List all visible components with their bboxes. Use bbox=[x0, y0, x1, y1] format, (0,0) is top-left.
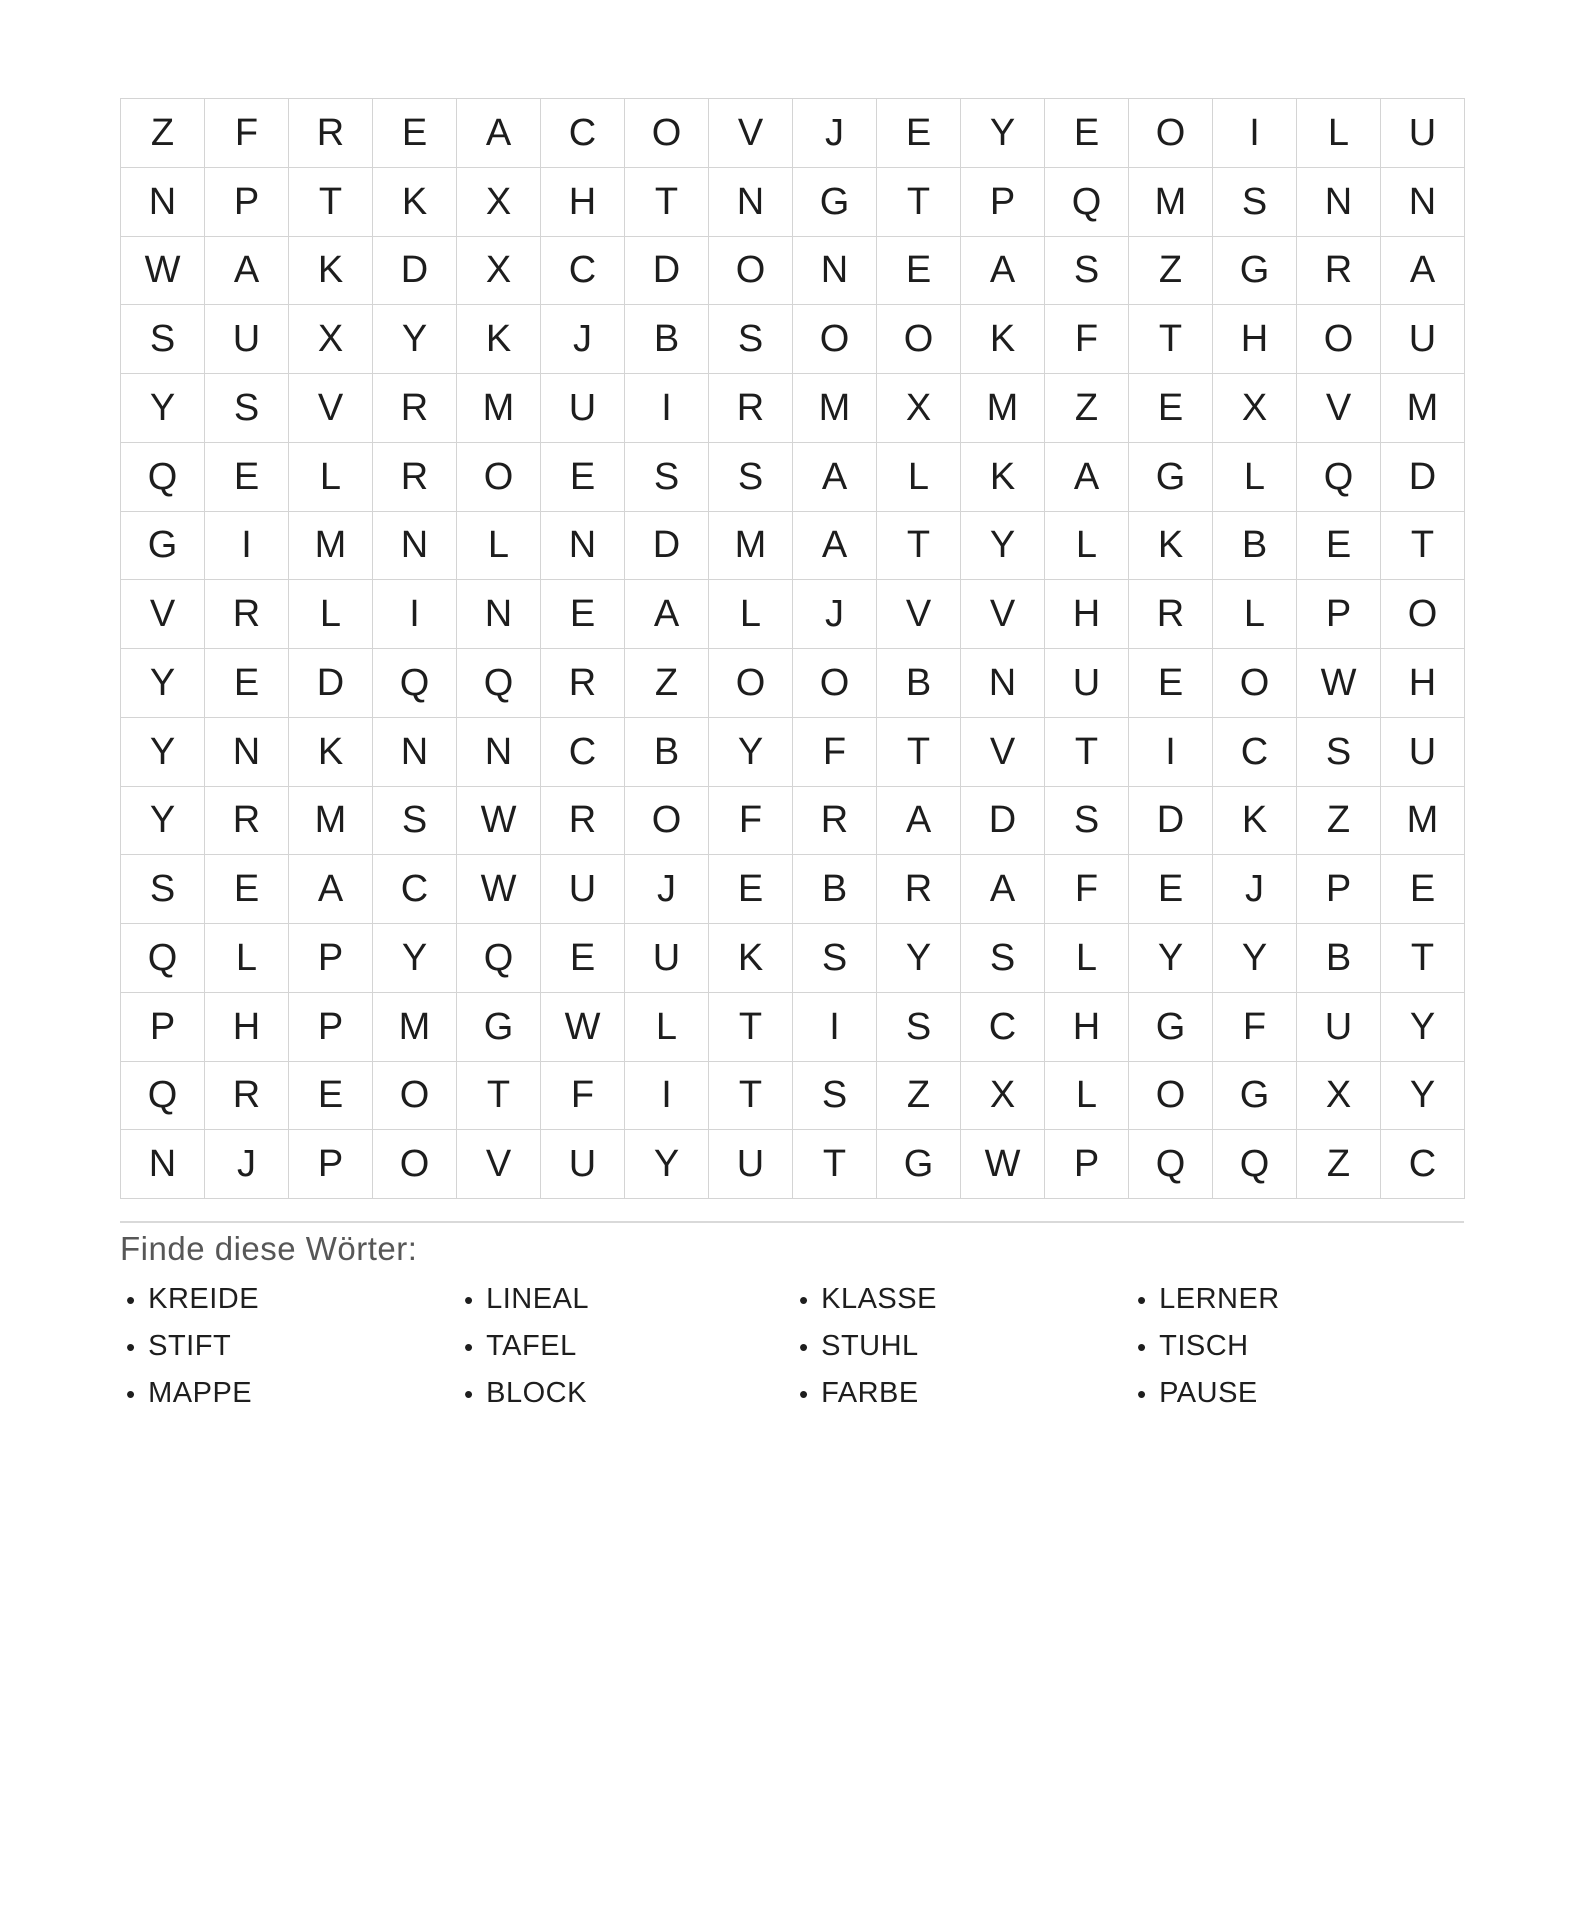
grid-cell[interactable]: O bbox=[1129, 1062, 1213, 1131]
grid-cell[interactable]: P bbox=[961, 168, 1045, 237]
grid-cell[interactable]: L bbox=[709, 580, 793, 649]
grid-cell[interactable]: U bbox=[625, 924, 709, 993]
grid-cell[interactable]: K bbox=[1129, 512, 1213, 581]
bullet-icon: • bbox=[464, 1378, 474, 1409]
grid-cell[interactable]: Y bbox=[877, 924, 961, 993]
grid-cell[interactable]: L bbox=[877, 443, 961, 512]
grid-cell[interactable]: N bbox=[205, 718, 289, 787]
bullet-icon: • bbox=[799, 1284, 809, 1315]
grid-cell[interactable]: R bbox=[289, 99, 373, 168]
grid-cell[interactable]: N bbox=[1297, 168, 1381, 237]
grid-cell[interactable]: O bbox=[1213, 649, 1297, 718]
bullet-icon: • bbox=[464, 1284, 474, 1315]
grid-cell[interactable]: S bbox=[625, 443, 709, 512]
grid-cell[interactable]: A bbox=[877, 787, 961, 856]
word-label: MAPPE bbox=[148, 1377, 253, 1409]
grid-cell[interactable]: A bbox=[793, 512, 877, 581]
word-list-item bbox=[799, 1377, 1137, 1410]
grid-cell[interactable]: A bbox=[1045, 443, 1129, 512]
grid-cell[interactable]: P bbox=[289, 993, 373, 1062]
grid-cell[interactable]: U bbox=[1381, 99, 1465, 168]
grid-cell[interactable]: T bbox=[1381, 512, 1465, 581]
grid-cell[interactable]: W bbox=[961, 1130, 1045, 1199]
grid-cell[interactable]: I bbox=[625, 1062, 709, 1131]
grid-cell[interactable]: H bbox=[541, 168, 625, 237]
divider bbox=[120, 1221, 1464, 1223]
grid-cell[interactable]: L bbox=[457, 512, 541, 581]
grid-cell[interactable]: N bbox=[457, 580, 541, 649]
grid-cell[interactable]: Z bbox=[1297, 787, 1381, 856]
grid-cell[interactable]: F bbox=[1045, 305, 1129, 374]
grid-cell[interactable]: P bbox=[205, 168, 289, 237]
grid-cell[interactable]: Y bbox=[961, 512, 1045, 581]
grid-cell[interactable]: S bbox=[373, 787, 457, 856]
grid-cell[interactable]: L bbox=[1045, 1062, 1129, 1131]
grid-cell[interactable]: G bbox=[1213, 1062, 1297, 1131]
word-label: KREIDE bbox=[148, 1283, 260, 1315]
grid-cell[interactable]: V bbox=[1297, 374, 1381, 443]
grid-cell[interactable]: E bbox=[877, 237, 961, 306]
grid-cell[interactable]: G bbox=[1213, 237, 1297, 306]
grid-cell[interactable]: K bbox=[961, 305, 1045, 374]
grid-cell[interactable]: Y bbox=[961, 99, 1045, 168]
grid-cell[interactable]: P bbox=[289, 924, 373, 993]
grid-cell[interactable]: Q bbox=[121, 443, 205, 512]
grid-cell[interactable]: E bbox=[289, 1062, 373, 1131]
grid-cell[interactable]: O bbox=[1381, 580, 1465, 649]
grid-cell[interactable]: X bbox=[877, 374, 961, 443]
grid-cell[interactable]: N bbox=[961, 649, 1045, 718]
grid-cell[interactable]: R bbox=[877, 855, 961, 924]
word-label: TISCH bbox=[1159, 1330, 1249, 1362]
grid-cell[interactable]: U bbox=[1381, 305, 1465, 374]
grid-cell[interactable]: F bbox=[793, 718, 877, 787]
grid-cell[interactable]: N bbox=[541, 512, 625, 581]
grid-cell[interactable]: S bbox=[1045, 237, 1129, 306]
grid-cell[interactable]: B bbox=[625, 718, 709, 787]
grid-cell[interactable]: Y bbox=[1381, 1062, 1465, 1131]
grid-cell[interactable]: F bbox=[1213, 993, 1297, 1062]
grid-cell[interactable]: P bbox=[121, 993, 205, 1062]
grid-cell[interactable]: Q bbox=[457, 924, 541, 993]
grid-cell[interactable]: T bbox=[625, 168, 709, 237]
grid-cell[interactable]: F bbox=[1045, 855, 1129, 924]
grid-cell[interactable]: W bbox=[457, 855, 541, 924]
grid-cell[interactable]: R bbox=[205, 580, 289, 649]
grid-cell[interactable]: O bbox=[373, 1062, 457, 1131]
grid-cell[interactable]: D bbox=[373, 237, 457, 306]
grid-cell[interactable]: H bbox=[1045, 993, 1129, 1062]
grid-cell[interactable]: P bbox=[1297, 855, 1381, 924]
grid-cell[interactable]: S bbox=[709, 305, 793, 374]
grid-cell[interactable]: M bbox=[373, 993, 457, 1062]
grid-cell[interactable]: J bbox=[205, 1130, 289, 1199]
grid-cell[interactable]: X bbox=[457, 237, 541, 306]
grid-cell[interactable]: Y bbox=[121, 374, 205, 443]
grid-cell[interactable]: E bbox=[1381, 855, 1465, 924]
grid-cell[interactable]: R bbox=[709, 374, 793, 443]
grid-cell[interactable]: J bbox=[1213, 855, 1297, 924]
word-list-item bbox=[799, 1330, 1137, 1363]
word-list-item bbox=[464, 1283, 799, 1316]
grid-cell[interactable]: N bbox=[121, 1130, 205, 1199]
word-label: PAUSE bbox=[1159, 1377, 1258, 1409]
grid-cell[interactable]: I bbox=[1129, 718, 1213, 787]
grid-cell[interactable]: U bbox=[541, 1130, 625, 1199]
grid-cell[interactable]: A bbox=[205, 237, 289, 306]
grid-cell[interactable]: Q bbox=[1045, 168, 1129, 237]
grid-cell[interactable]: B bbox=[877, 649, 961, 718]
grid-cell[interactable]: N bbox=[373, 512, 457, 581]
grid-cell[interactable]: I bbox=[1213, 99, 1297, 168]
grid-cell[interactable]: E bbox=[1129, 374, 1213, 443]
word-list-item bbox=[799, 1283, 1137, 1316]
word-label: KLASSE bbox=[821, 1283, 937, 1315]
bullet-icon: • bbox=[799, 1331, 809, 1362]
word-list-item bbox=[1137, 1377, 1457, 1410]
grid-cell[interactable]: W bbox=[457, 787, 541, 856]
grid-cell[interactable]: E bbox=[205, 855, 289, 924]
grid-cell[interactable]: O bbox=[625, 787, 709, 856]
word-list-item bbox=[1137, 1283, 1457, 1316]
word-list-item bbox=[1137, 1330, 1457, 1363]
grid-cell[interactable]: H bbox=[205, 993, 289, 1062]
grid-cell[interactable]: H bbox=[1381, 649, 1465, 718]
grid-cell[interactable]: S bbox=[1045, 787, 1129, 856]
grid-cell[interactable]: O bbox=[1129, 99, 1213, 168]
grid-cell[interactable]: M bbox=[289, 512, 373, 581]
grid-cell[interactable]: O bbox=[793, 649, 877, 718]
grid-cell[interactable]: N bbox=[457, 718, 541, 787]
grid-cell[interactable]: I bbox=[205, 512, 289, 581]
grid-cell[interactable]: R bbox=[1297, 237, 1381, 306]
grid-cell[interactable]: M bbox=[1381, 374, 1465, 443]
grid-cell[interactable]: N bbox=[709, 168, 793, 237]
grid-cell[interactable]: R bbox=[205, 1062, 289, 1131]
bullet-icon: • bbox=[126, 1284, 136, 1315]
grid-cell[interactable]: O bbox=[373, 1130, 457, 1199]
word-label: LERNER bbox=[1159, 1283, 1280, 1315]
grid-cell[interactable]: P bbox=[289, 1130, 373, 1199]
grid-cell[interactable]: L bbox=[1297, 99, 1381, 168]
grid-cell[interactable]: E bbox=[1297, 512, 1381, 581]
grid-cell[interactable]: Z bbox=[877, 1062, 961, 1131]
grid-cell[interactable]: G bbox=[793, 168, 877, 237]
grid-cell[interactable]: T bbox=[457, 1062, 541, 1131]
grid-cell[interactable]: X bbox=[457, 168, 541, 237]
grid-cell[interactable]: S bbox=[1297, 718, 1381, 787]
grid-cell[interactable]: Y bbox=[1213, 924, 1297, 993]
bullet-icon: • bbox=[1137, 1284, 1147, 1315]
grid-cell[interactable]: B bbox=[625, 305, 709, 374]
grid-cell[interactable]: S bbox=[877, 993, 961, 1062]
grid-cell[interactable]: S bbox=[121, 855, 205, 924]
grid-cell[interactable]: I bbox=[793, 993, 877, 1062]
word-search-grid bbox=[120, 98, 1465, 1199]
grid-cell[interactable]: B bbox=[1297, 924, 1381, 993]
grid-cell[interactable]: C bbox=[541, 99, 625, 168]
bullet-icon: • bbox=[1137, 1331, 1147, 1362]
bullet-icon: • bbox=[1137, 1378, 1147, 1409]
grid-cell[interactable]: K bbox=[961, 443, 1045, 512]
grid-cell[interactable]: S bbox=[1213, 168, 1297, 237]
grid-cell[interactable]: D bbox=[961, 787, 1045, 856]
grid-cell[interactable]: X bbox=[289, 305, 373, 374]
grid-cell[interactable]: T bbox=[877, 168, 961, 237]
grid-cell[interactable]: Y bbox=[121, 649, 205, 718]
grid-cell[interactable]: U bbox=[541, 374, 625, 443]
grid-cell[interactable]: V bbox=[121, 580, 205, 649]
grid-cell[interactable]: N bbox=[1381, 168, 1465, 237]
grid-cell[interactable]: L bbox=[289, 580, 373, 649]
grid-cell[interactable]: E bbox=[541, 443, 625, 512]
grid-cell[interactable]: S bbox=[793, 1062, 877, 1131]
grid-cell[interactable]: C bbox=[961, 993, 1045, 1062]
grid-cell[interactable]: Q bbox=[373, 649, 457, 718]
word-label: STUHL bbox=[821, 1330, 919, 1362]
grid-cell[interactable]: R bbox=[541, 787, 625, 856]
grid-cell[interactable]: H bbox=[1045, 580, 1129, 649]
grid-cell[interactable]: O bbox=[625, 99, 709, 168]
grid-cell[interactable]: W bbox=[121, 237, 205, 306]
grid-cell[interactable]: Q bbox=[1129, 1130, 1213, 1199]
grid-cell[interactable]: E bbox=[1129, 649, 1213, 718]
word-label: STIFT bbox=[148, 1330, 232, 1362]
grid-cell[interactable]: E bbox=[541, 580, 625, 649]
word-list-heading: Finde diese Wörter: bbox=[120, 1230, 418, 1267]
grid-cell[interactable]: V bbox=[961, 718, 1045, 787]
grid-cell[interactable]: N bbox=[373, 718, 457, 787]
grid-cell[interactable]: V bbox=[709, 99, 793, 168]
grid-cell[interactable]: E bbox=[1129, 855, 1213, 924]
grid-cell[interactable]: Y bbox=[709, 718, 793, 787]
grid-cell[interactable]: T bbox=[1129, 305, 1213, 374]
grid-cell[interactable]: Z bbox=[625, 649, 709, 718]
grid-cell[interactable]: L bbox=[1213, 580, 1297, 649]
grid-cell[interactable]: B bbox=[1213, 512, 1297, 581]
grid-cell[interactable]: T bbox=[877, 718, 961, 787]
grid-cell[interactable]: E bbox=[709, 855, 793, 924]
grid-cell[interactable]: Q bbox=[457, 649, 541, 718]
grid-cell[interactable]: Y bbox=[625, 1130, 709, 1199]
grid-cell[interactable]: C bbox=[373, 855, 457, 924]
grid-cell[interactable]: U bbox=[541, 855, 625, 924]
grid-cell[interactable]: M bbox=[1129, 168, 1213, 237]
grid-cell[interactable]: D bbox=[1381, 443, 1465, 512]
grid-cell[interactable]: R bbox=[541, 649, 625, 718]
word-label: BLOCK bbox=[486, 1377, 587, 1409]
grid-cell[interactable]: J bbox=[625, 855, 709, 924]
grid-cell[interactable]: R bbox=[373, 374, 457, 443]
grid-cell[interactable]: O bbox=[709, 237, 793, 306]
grid-cell[interactable]: I bbox=[373, 580, 457, 649]
word-list-item bbox=[464, 1377, 799, 1410]
grid-cell[interactable]: E bbox=[877, 99, 961, 168]
grid-cell[interactable]: Y bbox=[1129, 924, 1213, 993]
grid-cell[interactable]: V bbox=[289, 374, 373, 443]
grid-cell[interactable]: Y bbox=[373, 305, 457, 374]
grid-cell[interactable]: G bbox=[457, 993, 541, 1062]
grid-cell[interactable]: Q bbox=[1297, 443, 1381, 512]
grid-cell[interactable]: U bbox=[709, 1130, 793, 1199]
grid-cell[interactable]: Z bbox=[1045, 374, 1129, 443]
grid-cell[interactable]: Q bbox=[121, 1062, 205, 1131]
grid-cell[interactable]: R bbox=[205, 787, 289, 856]
grid-cell[interactable]: A bbox=[961, 855, 1045, 924]
grid-cell[interactable]: E bbox=[1045, 99, 1129, 168]
grid-cell[interactable]: C bbox=[541, 237, 625, 306]
grid-cell[interactable]: V bbox=[457, 1130, 541, 1199]
grid-cell[interactable]: O bbox=[877, 305, 961, 374]
grid-cell[interactable]: G bbox=[121, 512, 205, 581]
grid-cell[interactable]: O bbox=[457, 443, 541, 512]
grid-cell[interactable]: T bbox=[709, 1062, 793, 1131]
grid-cell[interactable]: A bbox=[289, 855, 373, 924]
word-list-item bbox=[126, 1377, 464, 1410]
grid-cell[interactable]: V bbox=[877, 580, 961, 649]
grid-cell[interactable]: O bbox=[709, 649, 793, 718]
grid-cell[interactable]: Y bbox=[1381, 993, 1465, 1062]
grid-cell[interactable]: H bbox=[1213, 305, 1297, 374]
grid-cell[interactable]: J bbox=[793, 580, 877, 649]
grid-cell[interactable]: L bbox=[205, 924, 289, 993]
grid-cell[interactable]: S bbox=[961, 924, 1045, 993]
grid-cell[interactable]: N bbox=[121, 168, 205, 237]
grid-cell[interactable]: V bbox=[961, 580, 1045, 649]
bullet-icon: • bbox=[464, 1331, 474, 1362]
grid-cell[interactable]: T bbox=[709, 993, 793, 1062]
grid-cell[interactable]: R bbox=[793, 787, 877, 856]
grid-cell[interactable]: L bbox=[1213, 443, 1297, 512]
grid-cell[interactable]: T bbox=[289, 168, 373, 237]
grid-cell[interactable]: L bbox=[1045, 512, 1129, 581]
grid-cell[interactable]: C bbox=[1381, 1130, 1465, 1199]
grid-cell[interactable]: E bbox=[205, 443, 289, 512]
grid-cell[interactable]: S bbox=[709, 443, 793, 512]
bullet-icon: • bbox=[799, 1378, 809, 1409]
grid-cell[interactable]: S bbox=[121, 305, 205, 374]
grid-cell[interactable]: E bbox=[541, 924, 625, 993]
grid-cell[interactable]: F bbox=[205, 99, 289, 168]
grid-cell[interactable]: M bbox=[793, 374, 877, 443]
grid-cell[interactable]: O bbox=[1297, 305, 1381, 374]
word-label: FARBE bbox=[821, 1377, 919, 1409]
grid-cell[interactable]: A bbox=[1381, 237, 1465, 306]
word-list-item bbox=[126, 1283, 464, 1316]
grid-cell[interactable]: F bbox=[541, 1062, 625, 1131]
grid-cell[interactable]: L bbox=[625, 993, 709, 1062]
grid-cell[interactable]: B bbox=[793, 855, 877, 924]
grid-cell[interactable]: P bbox=[1045, 1130, 1129, 1199]
grid-cell[interactable]: T bbox=[877, 512, 961, 581]
grid-cell[interactable]: M bbox=[289, 787, 373, 856]
grid-cell[interactable]: A bbox=[793, 443, 877, 512]
grid-cell[interactable]: R bbox=[373, 443, 457, 512]
grid-cell[interactable]: A bbox=[961, 237, 1045, 306]
grid-cell[interactable]: G bbox=[1129, 993, 1213, 1062]
grid-cell[interactable]: T bbox=[1045, 718, 1129, 787]
grid-cell[interactable]: U bbox=[205, 305, 289, 374]
grid-cell[interactable]: W bbox=[1297, 649, 1381, 718]
grid-cell[interactable]: S bbox=[205, 374, 289, 443]
grid-cell[interactable]: M bbox=[961, 374, 1045, 443]
grid-cell[interactable]: G bbox=[877, 1130, 961, 1199]
grid-cell[interactable]: D bbox=[625, 512, 709, 581]
word-label: LINEAL bbox=[486, 1283, 590, 1315]
grid-cell[interactable]: D bbox=[1129, 787, 1213, 856]
grid-cell[interactable]: K bbox=[289, 718, 373, 787]
grid-cell[interactable]: A bbox=[625, 580, 709, 649]
grid-cell[interactable]: C bbox=[1213, 718, 1297, 787]
grid-cell[interactable]: O bbox=[793, 305, 877, 374]
grid-cell[interactable]: L bbox=[289, 443, 373, 512]
grid-cell[interactable]: A bbox=[457, 99, 541, 168]
grid-cell[interactable]: Z bbox=[121, 99, 205, 168]
grid-cell[interactable]: K bbox=[1213, 787, 1297, 856]
grid-cell[interactable]: P bbox=[1297, 580, 1381, 649]
grid-cell[interactable]: E bbox=[205, 649, 289, 718]
grid-cell[interactable]: Y bbox=[121, 718, 205, 787]
grid-cell[interactable]: J bbox=[793, 99, 877, 168]
grid-cell[interactable]: Q bbox=[121, 924, 205, 993]
grid-cell[interactable]: T bbox=[1381, 924, 1465, 993]
grid-cell[interactable]: N bbox=[793, 237, 877, 306]
grid-cell[interactable]: Y bbox=[121, 787, 205, 856]
grid-cell[interactable]: Y bbox=[373, 924, 457, 993]
grid-cell[interactable]: J bbox=[541, 305, 625, 374]
word-list-item bbox=[464, 1330, 799, 1363]
grid-cell[interactable]: D bbox=[625, 237, 709, 306]
grid-cell[interactable]: S bbox=[793, 924, 877, 993]
grid-cell[interactable]: M bbox=[457, 374, 541, 443]
grid-cell[interactable]: K bbox=[289, 237, 373, 306]
grid-cell[interactable]: X bbox=[961, 1062, 1045, 1131]
grid-cell[interactable]: G bbox=[1129, 443, 1213, 512]
grid-cell[interactable]: K bbox=[373, 168, 457, 237]
grid-cell[interactable]: M bbox=[709, 512, 793, 581]
grid-cell[interactable]: I bbox=[625, 374, 709, 443]
word-list bbox=[126, 1276, 1457, 1417]
bullet-icon: • bbox=[126, 1378, 136, 1409]
grid-cell[interactable]: F bbox=[709, 787, 793, 856]
grid-cell[interactable]: Q bbox=[1213, 1130, 1297, 1199]
grid-cell[interactable]: U bbox=[1297, 993, 1381, 1062]
grid-cell[interactable]: Z bbox=[1129, 237, 1213, 306]
grid-cell[interactable]: E bbox=[373, 99, 457, 168]
grid-cell[interactable]: R bbox=[1129, 580, 1213, 649]
grid-cell[interactable]: T bbox=[793, 1130, 877, 1199]
word-label: TAFEL bbox=[486, 1330, 577, 1362]
grid-cell[interactable]: U bbox=[1045, 649, 1129, 718]
grid-cell[interactable]: M bbox=[1381, 787, 1465, 856]
grid-cell[interactable]: K bbox=[457, 305, 541, 374]
grid-cell[interactable]: K bbox=[709, 924, 793, 993]
bullet-icon: • bbox=[126, 1331, 136, 1362]
grid-cell[interactable]: Z bbox=[1297, 1130, 1381, 1199]
grid-cell[interactable]: U bbox=[1381, 718, 1465, 787]
word-list-item bbox=[126, 1330, 464, 1363]
grid-cell[interactable]: D bbox=[289, 649, 373, 718]
grid-cell[interactable]: X bbox=[1213, 374, 1297, 443]
grid-cell[interactable]: C bbox=[541, 718, 625, 787]
grid-cell[interactable]: X bbox=[1297, 1062, 1381, 1131]
grid-cell[interactable]: L bbox=[1045, 924, 1129, 993]
grid-cell[interactable]: W bbox=[541, 993, 625, 1062]
